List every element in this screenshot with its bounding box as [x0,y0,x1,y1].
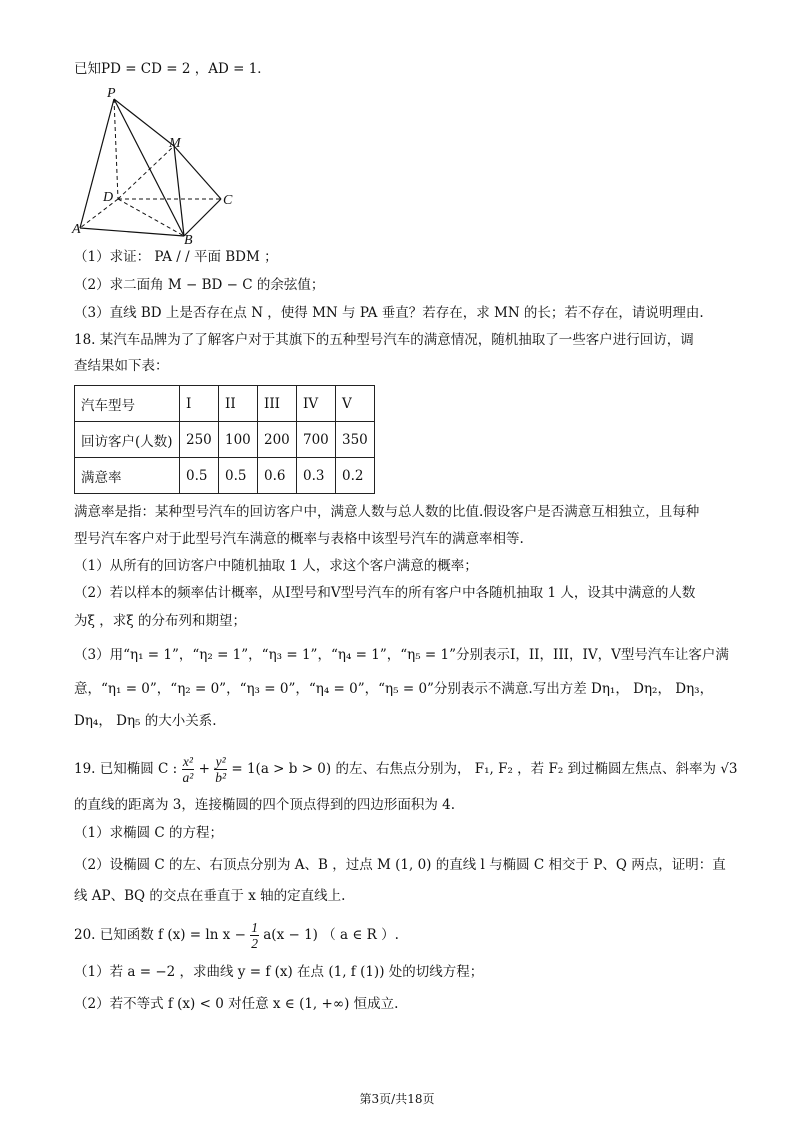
edge-MB [174,146,184,236]
fraction-denominator: 2 [251,936,258,951]
table-cell: 0.3 [297,458,336,494]
label-M: M [169,136,181,151]
table-cell: I [180,386,219,422]
table-cell: 满意率 [75,458,180,494]
table-cell: 回访客户(人数) [75,422,180,458]
q19-part2-line1: （2）设椭圆 C 的左、右顶点分别为 A、B ，过点 M (1, 0) 的直线 l 与椭圆 C 相交于 P、Q 两点，证明：直 [74,857,726,873]
fraction-numerator: 1 [251,920,258,935]
fraction-numerator: y² [215,754,226,769]
fraction-numerator: x² [182,754,193,769]
given-text: 已知PD = CD = 2 ，AD = 1． [74,61,271,77]
plus-sign: + [198,761,210,777]
q19-prefix: 19. 已知椭圆 C : [74,761,178,777]
q20-prefix: 20. 已知函数 f (x) = ln x − [74,927,246,943]
table-cell: 汽车型号 [75,386,180,422]
q18-part3-line1: （3）用“η₁ = 1”，“η₂ = 1”，“η₃ = 1”，“η₄ = 1”，“η₅ = 1”分别表示I，II，III，IV，V型号汽车让客户满 [74,647,729,663]
table-cell: IV [297,386,336,422]
table-cell: 0.5 [219,458,258,494]
satisfaction-table [74,385,375,494]
table-row [75,386,375,422]
q19-equation-tail: = 1(a > b > 0) 的左、右焦点分别为， F₁, F₂ ，若 F₂ 到过椭圆左焦点、斜率为 √3 [231,761,738,777]
q18-part1: （1）从所有的回访客户中随机抽取 1 人，求这个客户满意的概率； [74,558,478,574]
edge-PB [114,99,184,236]
q19-part1: （1）求椭圆 C 的方程； [74,825,224,841]
table-cell: 350 [336,422,375,458]
q18-definition-line1: 满意率是指：某种型号汽车的回访客户中，满意人数与总人数的比值.假设客户是否满意互相独立，且每种 [74,504,700,520]
q18-part3-line3: Dη₄， Dη₅ 的大小关系. [74,713,217,729]
q18-intro-line2: 查结果如下表： [74,358,169,374]
table-cell: 0.2 [336,458,375,494]
q19-statement-line1 [74,752,738,788]
table-row [75,422,375,458]
q20-part2: （2）若不等式 f (x) < 0 对任意 x ∈ (1, +∞) 恒成立. [74,996,399,1012]
edge-PD [114,99,118,199]
pyramid-figure [66,84,246,244]
table-cell: II [219,386,258,422]
label-P: P [107,86,116,101]
edge-PA [80,99,114,228]
page-footer: 第3页/共18页 [359,1092,435,1106]
q18-intro-line1: 18. 某汽车品牌为了了解客户对于其旗下的五种型号汽车的满意情况，随机抽取了一些客户进行回访，调 [74,332,694,348]
table-cell: 250 [180,422,219,458]
q17-part1: （1）求证： PA / / 平面 BDM ； [74,249,278,265]
table-row [75,458,375,494]
table-cell: III [258,386,297,422]
q20-statement [74,918,399,954]
table-cell: 700 [297,422,336,458]
table-cell: 100 [219,422,258,458]
q18-part3-line2: 意，“η₁ = 0”，“η₂ = 0”，“η₃ = 0”，“η₄ = 0”，“η₅ = 0”分别表示不满意.写出方差 Dη₁， Dη₂， Dη₃， [74,681,714,697]
table-cell: 0.6 [258,458,297,494]
table-cell: 200 [258,422,297,458]
q17-part3: （3）直线 BD 上是否存在点 N ，使得 MN 与 PA 垂直？若存在，求 MN 的长；若不存在，请说明理由. [74,305,704,321]
half-fraction [250,920,259,951]
q18-definition-line2: 型号汽车客户对于此型号汽车满意的概率与表格中该型号汽车的满意率相等. [74,531,524,547]
edge-MC [174,146,221,199]
label-C: C [223,193,233,208]
edge-BC [184,199,221,236]
q19-part2-line2: 线 AP、BQ 的交点在垂直于 x 轴的定直线上. [74,888,346,904]
table-cell: 0.5 [180,458,219,494]
fraction-denominator: b² [215,770,227,785]
table-cell: V [336,386,375,422]
x-squared-fraction [182,754,195,785]
q20-part1: （1）若 a = −2 ，求曲线 y = f (x) 在点 (1, f (1)) 处的切线方程； [74,964,484,980]
q18-part2-line2: 为ξ ，求ξ 的分布列和期望； [74,613,246,629]
fraction-denominator: a² [182,770,194,785]
label-A: A [72,222,81,237]
edge-PM [114,99,174,146]
y-squared-fraction [214,754,227,785]
q18-part2-line1: （2）若以样本的频率估计概率，从I型号和V型号汽车的所有客户中各随机抽取 1 人，设其中满意的人数 [74,585,696,601]
q19-statement-line2: 的直线的距离为 3，连接椭圆的四个顶点得到的四边形面积为 4. [74,797,456,813]
q17-part2: （2）求二面角 M − BD − C 的余弦值； [74,277,325,293]
edge-DM [118,146,174,199]
q20-suffix: a(x − 1) （ a ∈ R ）. [263,927,399,943]
label-D: D [103,190,114,205]
label-B: B [184,233,193,244]
edge-AB [80,228,184,236]
